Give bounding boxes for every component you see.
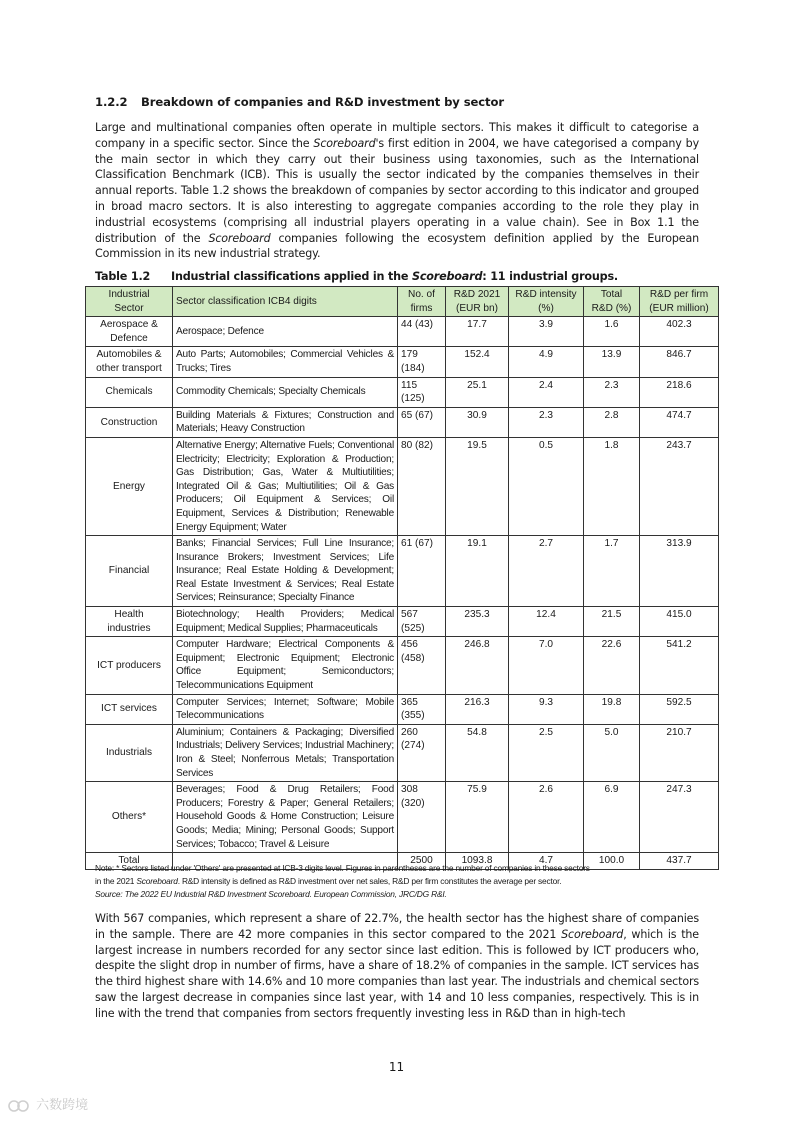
table-header-row xyxy=(86,287,719,317)
cell-sector: Automobiles & other transport xyxy=(86,347,173,377)
cell-intensity: 7.0 xyxy=(509,637,584,694)
cell-total: 100.0 xyxy=(584,853,640,870)
header-no-of-firms: No. of firms xyxy=(398,287,446,317)
table-caption-text: Industrial classifications applied in the xyxy=(171,270,412,283)
cell-per-firm: 218.6 xyxy=(640,377,719,407)
page-number: 11 xyxy=(388,1060,405,1074)
table-caption-emphasis: Scoreboard xyxy=(412,270,483,283)
cell-classification: Biotechnology; Health Providers; Medical Equipment; Medical Supplies; Pharmaceuticals xyxy=(173,607,398,637)
table-caption xyxy=(95,270,618,283)
cell-total-label: Total xyxy=(86,853,173,870)
table-row xyxy=(86,607,719,637)
cell-firms: 80 (82) xyxy=(398,437,446,535)
watermark xyxy=(8,1094,88,1113)
table-row xyxy=(86,637,719,694)
cell-firms: 308 (320) xyxy=(398,782,446,853)
cell-per-firm: 415.0 xyxy=(640,607,719,637)
cell-per-firm: 437.7 xyxy=(640,853,719,870)
cell-sector: Industrials xyxy=(86,724,173,781)
cell-intensity: 3.9 xyxy=(509,317,584,347)
cell-sector: Others* xyxy=(86,782,173,853)
cell-sector: Chemicals xyxy=(86,377,173,407)
intro-text-3: companies following the ecosystem definition applied by the European Commission in its new industrial strategy. xyxy=(95,231,700,261)
cell-intensity: 4.7 xyxy=(509,853,584,870)
cell-total: 2.3 xyxy=(584,377,640,407)
cell-rd: 17.7 xyxy=(446,317,509,347)
cell-firms: 260 (274) xyxy=(398,724,446,781)
cell-total: 22.6 xyxy=(584,637,640,694)
cell-rd: 216.3 xyxy=(446,694,509,724)
header-rd-2021: R&D 2021 (EUR bn) xyxy=(446,287,509,317)
cell-rd: 235.3 xyxy=(446,607,509,637)
cell-classification: Beverages; Food & Drug Retailers; Food Producers; Forestry & Paper; General Retailers; Household Goods & Home Construction; Leisure Goods; Media; Mining; Personal Goods; Support Services; Tobacco; Travel & Leisure xyxy=(173,782,398,853)
cell-firms: 365 (355) xyxy=(398,694,446,724)
intro-paragraph xyxy=(95,120,699,262)
cell-total: 19.8 xyxy=(584,694,640,724)
table-label: Table 1.2 xyxy=(95,270,151,283)
cell-classification: Alternative Energy; Alternative Fuels; Conventional Electricity; Electricity; Exploration & Production; Gas Distribution; Gas, Water & Multiutilities; Integrated Oil & Gas; Multiutilities; Oil & Gas Producers; Oil Equipment & Services; Oil Equipment, Services & Distribution; Renewable Energy Equipment; Water xyxy=(173,437,398,535)
cell-classification: Building Materials & Fixtures; Construction and Materials; Heavy Construction xyxy=(173,407,398,437)
cell-sector: Energy xyxy=(86,437,173,535)
cell-rd: 54.8 xyxy=(446,724,509,781)
cell-firms: 65 (67) xyxy=(398,407,446,437)
cell-firms: 2500 xyxy=(398,853,446,870)
cell-rd: 19.5 xyxy=(446,437,509,535)
table-notes xyxy=(95,862,705,901)
table-row xyxy=(86,347,719,377)
cell-total: 21.5 xyxy=(584,607,640,637)
intro-emphasis-2: Scoreboard xyxy=(208,231,271,245)
table-row xyxy=(86,317,719,347)
cell-classification: Aerospace; Defence xyxy=(173,317,398,347)
analysis-text-2: , which is the largest increase in numbers recorded for any sector since last edition. This is followed by ICT producers who, despite the slight drop in number of firms, have a share of 18.2% of companies in the sample. ICT services has the third highest share with 14.6% and 10 more companies than last year. The industrials and chemical sectors saw the largest decrease in companies since last year, with 14 and 10 less companies, respectively. This is in line with the trend that companies from sectors frequently investing less in R&D than in high-tech xyxy=(95,927,699,1020)
section-heading xyxy=(95,95,504,109)
watermark-text: 六数跨境 xyxy=(36,1098,89,1113)
cell-classification: Commodity Chemicals; Specialty Chemicals xyxy=(173,377,398,407)
cell-classification: Computer Hardware; Electrical Components & Equipment; Electronic Equipment; Electronic Office Equipment; Semiconductors; Telecommunications Equipment xyxy=(173,637,398,694)
cell-intensity: 9.3 xyxy=(509,694,584,724)
cell-per-firm: 541.2 xyxy=(640,637,719,694)
cell-rd: 246.8 xyxy=(446,637,509,694)
cell-per-firm: 210.7 xyxy=(640,724,719,781)
section-title: Breakdown of companies and R&D investment by sector xyxy=(141,95,504,109)
cell-total: 1.8 xyxy=(584,437,640,535)
table-row xyxy=(86,536,719,607)
analysis-emphasis: Scoreboard xyxy=(561,927,624,941)
table-row xyxy=(86,694,719,724)
cell-rd: 25.1 xyxy=(446,377,509,407)
cell-sector: Construction xyxy=(86,407,173,437)
cell-firms: 567 (525) xyxy=(398,607,446,637)
cell-intensity: 2.3 xyxy=(509,407,584,437)
cell-per-firm: 243.7 xyxy=(640,437,719,535)
cell-firms: 179 (184) xyxy=(398,347,446,377)
header-sector-classification: Sector classification ICB4 digits xyxy=(173,287,398,317)
header-total-rd: Total R&D (%) xyxy=(584,287,640,317)
cell-intensity: 4.9 xyxy=(509,347,584,377)
intro-text-2: 's first edition in 2004, we have categorised a company by the main sector in which they carry out their business using taxonomies, such as the International Classification Benchmark (ICB). This is usually the sector indicated by the companies themselves in their annual reports. Table 1.2 shows the breakdown of companies by sector according to this indicator and grouped in broad macro sectors. It is also interesting to aggregate companies according to the role they play in industrial ecosystems (comprising all industrial players operating in a value chain). See in Box 1.1 the distribution of the xyxy=(95,136,699,245)
cell-total: 1.6 xyxy=(584,317,640,347)
cell-classification: Aluminium; Containers & Packaging; Diversified Industrials; Delivery Services; Industrial Machinery; Iron & Steel; Nonferrous Metals; Transportation Services xyxy=(173,724,398,781)
cell-rd: 30.9 xyxy=(446,407,509,437)
cell-per-firm: 402.3 xyxy=(640,317,719,347)
table-caption-suffix: : 11 industrial groups. xyxy=(482,270,618,283)
cell-total: 1.7 xyxy=(584,536,640,607)
table-row xyxy=(86,377,719,407)
cell-per-firm: 592.5 xyxy=(640,694,719,724)
note-line-1: Note: * Sectors listed under 'Others' are presented at ICB-3 digits level. Figures in parentheses are the number of companies in these sectors xyxy=(95,863,590,873)
cell-sector: Health industries xyxy=(86,607,173,637)
cell-per-firm: 846.7 xyxy=(640,347,719,377)
industrial-classification-table xyxy=(85,286,719,870)
cell-intensity: 2.6 xyxy=(509,782,584,853)
header-rd-intensity: R&D intensity (%) xyxy=(509,287,584,317)
table-row xyxy=(86,407,719,437)
cell-total: 2.8 xyxy=(584,407,640,437)
cell-classification: Banks; Financial Services; Full Line Insurance; Insurance Brokers; Investment Services; Life Insurance; Real Estate Holding & Development; Real Estate Investment & Services; Real Estate Services; Reinsurance; Specialty Finance xyxy=(173,536,398,607)
cell-intensity: 2.4 xyxy=(509,377,584,407)
table-row xyxy=(86,724,719,781)
cell-intensity: 2.5 xyxy=(509,724,584,781)
cell-per-firm: 474.7 xyxy=(640,407,719,437)
cell-classification: Auto Parts; Automobiles; Commercial Vehicles & Trucks; Tires xyxy=(173,347,398,377)
cell-sector: ICT services xyxy=(86,694,173,724)
intro-text-1: Large and multinational companies often operate in multiple sectors. This makes it difficult to categorise a company in a specific sector. Since the xyxy=(95,121,699,150)
cell-firms: 44 (43) xyxy=(398,317,446,347)
section-number: 1.2.2 xyxy=(95,95,128,109)
cell-total: 5.0 xyxy=(584,724,640,781)
cell-per-firm: 247.3 xyxy=(640,782,719,853)
cell-firms: 456 (458) xyxy=(398,637,446,694)
cell-rd: 152.4 xyxy=(446,347,509,377)
analysis-paragraph xyxy=(95,911,699,1022)
cell-rd: 75.9 xyxy=(446,782,509,853)
analysis-text-1: With 567 companies, which represent a share of 22.7%, the health sector has the highest share of companies in the sample. There are 42 more companies in this sector compared to the 2021 xyxy=(95,912,699,941)
cell-firms: 61 (67) xyxy=(398,536,446,607)
table-row xyxy=(86,437,719,535)
watermark-logo-icon xyxy=(8,1099,32,1113)
intro-emphasis-1: Scoreboard xyxy=(313,136,376,150)
cell-rd: 19.1 xyxy=(446,536,509,607)
cell-total: 13.9 xyxy=(584,347,640,377)
cell-classification: Computer Services; Internet; Software; Mobile Telecommunications xyxy=(173,694,398,724)
note-line-2: in the 2021 Scoreboard. R&D intensity is defined as R&D investment over net sales, R&D per firm constitutes the average per sector. xyxy=(95,876,562,886)
cell-sector: Financial xyxy=(86,536,173,607)
cell-firms: 115 (125) xyxy=(398,377,446,407)
cell-intensity: 2.7 xyxy=(509,536,584,607)
cell-total: 6.9 xyxy=(584,782,640,853)
cell-sector: Aerospace & Defence xyxy=(86,317,173,347)
cell-per-firm: 313.9 xyxy=(640,536,719,607)
header-rd-per-firm: R&D per firm (EUR million) xyxy=(640,287,719,317)
cell-intensity: 0.5 xyxy=(509,437,584,535)
header-industrial-sector: Industrial Sector xyxy=(86,287,173,317)
cell-intensity: 12.4 xyxy=(509,607,584,637)
table-row xyxy=(86,782,719,853)
cell-rd: 1093.8 xyxy=(446,853,509,870)
source-line: Source: The 2022 EU Industrial R&D Investment Scoreboard. European Commission, JRC/DG R&I. xyxy=(95,889,447,899)
cell-sector: ICT producers xyxy=(86,637,173,694)
